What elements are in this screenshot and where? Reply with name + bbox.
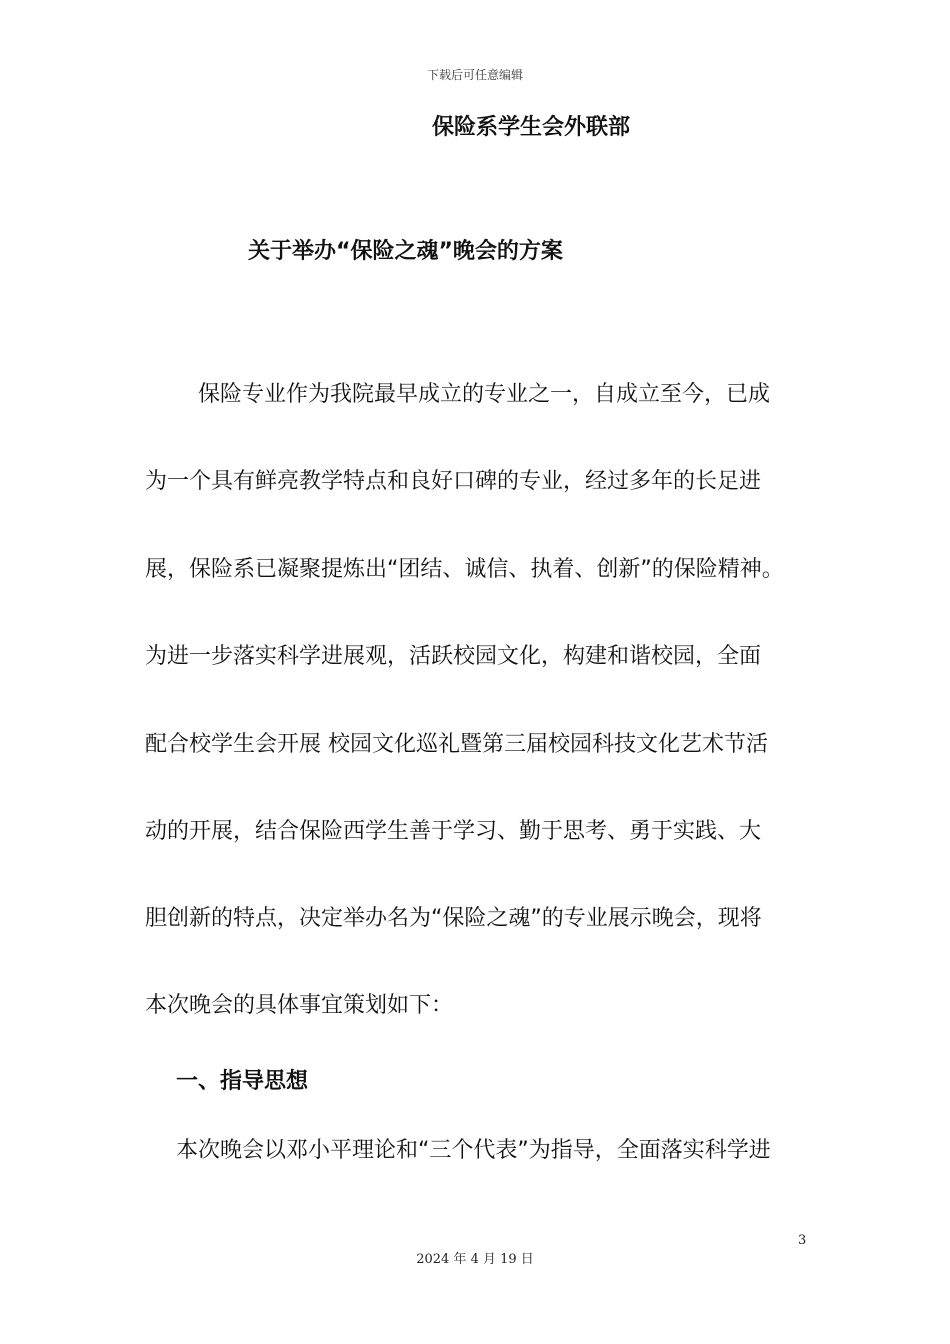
paragraph-line: 为进一步落实科学进展观，活跃校园文化，构建和谐校园，全面: [145, 644, 762, 669]
paragraph-line: 胆创新的特点，决定举办名为“保险之魂”的专业展示晚会，现将: [145, 906, 762, 931]
paragraph-line: 本次晚会的具体事宜策划如下：: [145, 993, 454, 1018]
paragraph-line: 动的开展，结合保险西学生善于学习、勤于思考、勇于实践、大: [145, 819, 762, 844]
paragraph-line: 配合校学生会开展 校园文化巡礼暨第三届校园科技文化艺术节活: [145, 732, 768, 757]
paragraph-line: 本次晚会以邓小平理论和“三个代表”为指导，全面落实科学进: [176, 1138, 771, 1163]
footer-date: 2024 年 4 月 19 日: [416, 1252, 534, 1267]
paragraph-line: 为一个具有鲜亮教学特点和良好口碑的专业，经过多年的长足进: [145, 469, 762, 494]
organization-title: 保险系学生会外联部: [432, 115, 631, 140]
paragraph-line: 保险专业作为我院最早成立的专业之一，自成立至今，已成: [198, 382, 771, 407]
section-heading: 一、指导思想: [176, 1069, 309, 1094]
document-title: 关于举办“保险之魂”晚会的方案: [248, 239, 563, 264]
page-number: 3: [798, 1233, 807, 1248]
header-note: 下载后可任意编辑: [426, 68, 523, 82]
paragraph-line: 展，保险系已凝聚提炼出“团结、诚信、执着、创新”的保险精神。: [145, 557, 784, 582]
